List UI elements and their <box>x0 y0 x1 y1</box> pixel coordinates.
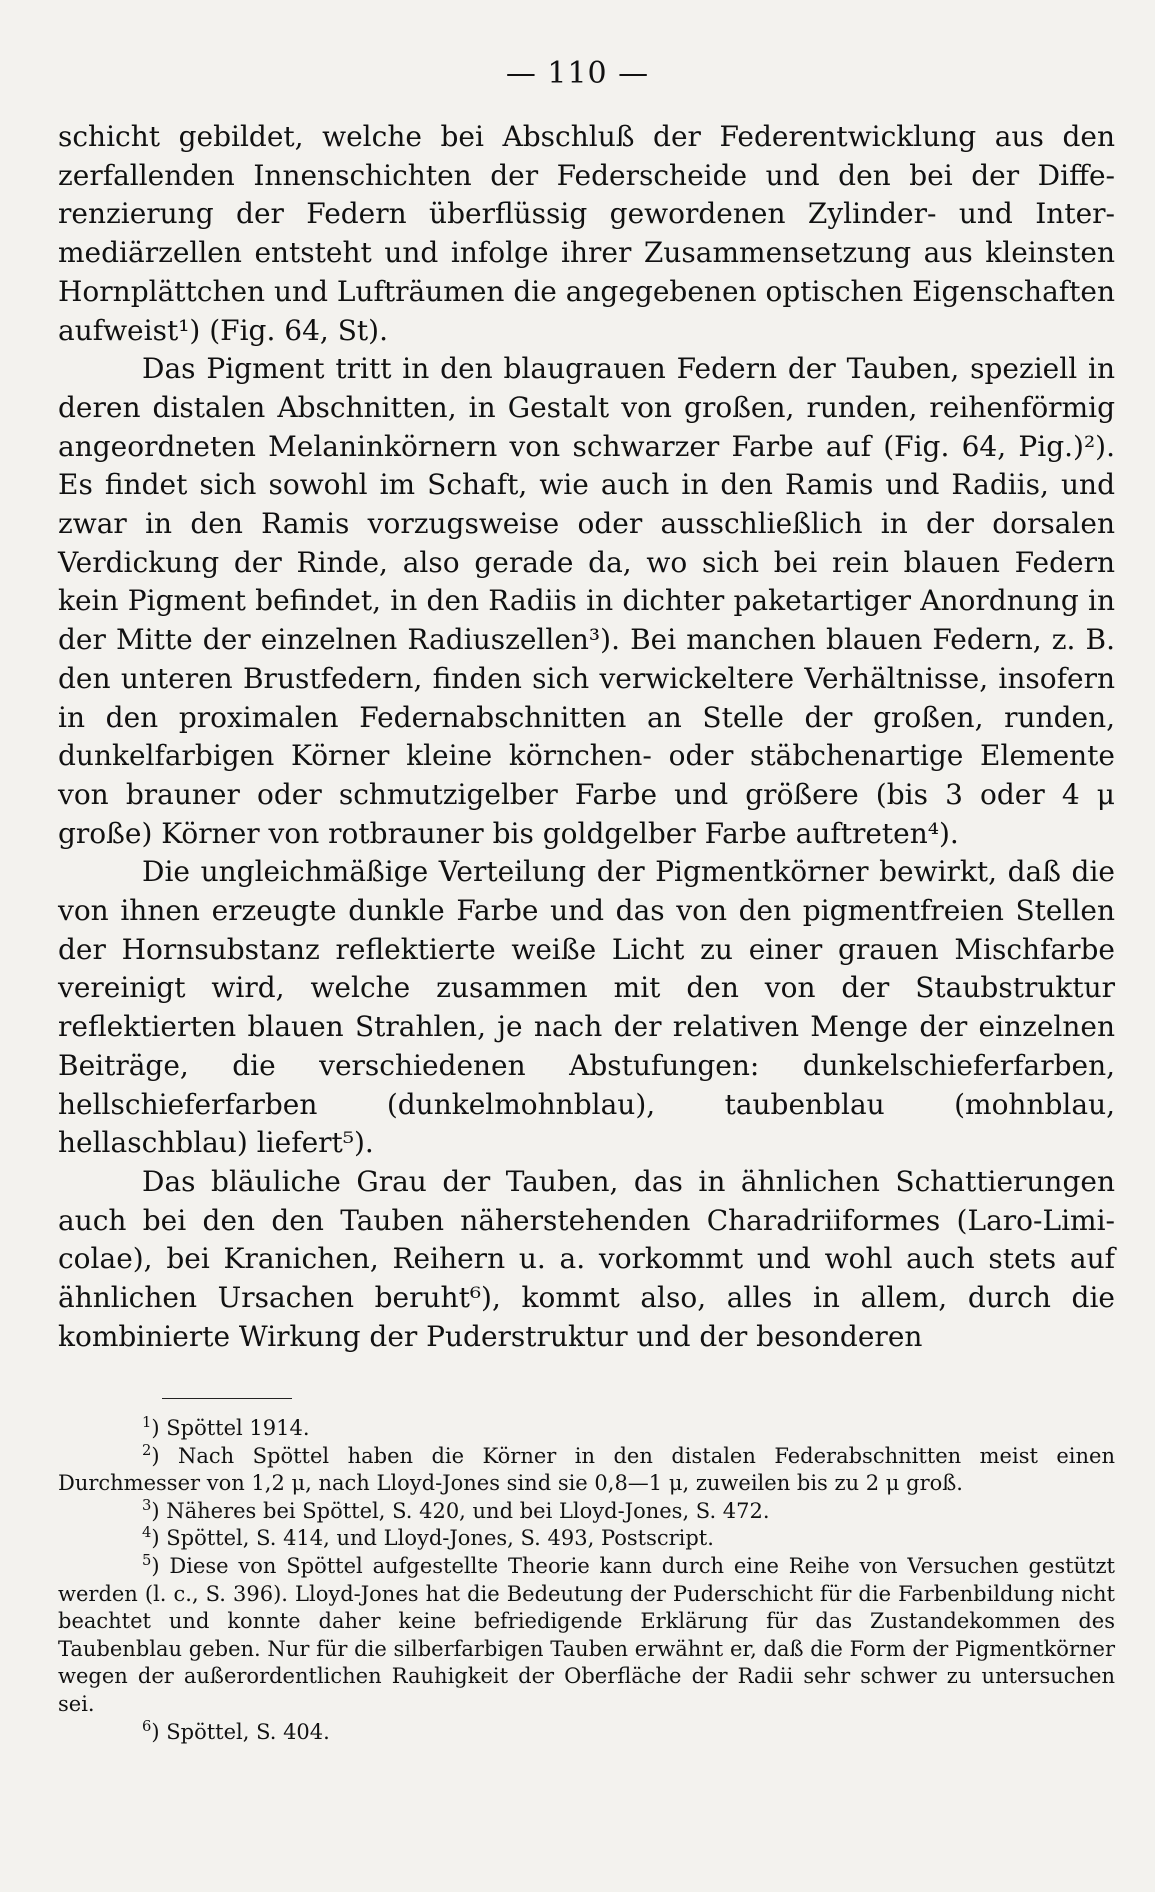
page-number: — 110 — <box>505 56 650 91</box>
paragraph: Die ungleichmäßige Verteilung der Pigmentkörner bewirkt, daß die von ihnen erzeugte dunkle Farbe und das von den pigmentfreien Stellen der Hornsubstanz reflektierte weiße Licht zu einer grauen Mischfarbe vereinigt wird, welche zusammen mit den von der Staubstruktur reflektierten blauen Strahlen, je nach der relativen Menge der einzelnen Beiträge, die verschiedenen Abstufungen: dunkelschieferfarben, hellschieferfarben (dunkelmohnblau), taubenblau (mohnblau, hellaschblau) liefert⁵). <box>58 855 1115 1160</box>
footnote-text: Spöttel 1914. <box>166 1416 310 1440</box>
footnote: $^6$) Spöttel, S. 404. <box>142 1717 330 1744</box>
paragraph: Das bläuliche Grau der Tauben, das in ähnlichen Schattierungen auch bei den den Tauben näherstehenden Charadriiformes (Laro-Limicolae), bei Kranichen, Reihern u. a. vorkommt und wohl auch stets auf ähnlichen Ursachen beruht⁶), kommt also, alles in allem, durch die kombinierte Wirkung der Puderstruktur und der besonderen <box>58 1164 1115 1353</box>
footnote: $^5$) Diese von Spöttel aufgestellte Theorie kann durch eine Reihe von Versuchen gestützt werden (l. c., S. 396). Lloyd-Jones hat die Bedeutung der Puderschicht für die Farbenbildung nicht beachtet und konnte daher keine befriedigende Erklärung für das Zustandekommen des Taubenblau geben. Nur für die silberfarbigen Tauben erwähnt er, daß die Form der Pigmentkörner wegen der außerordentlichen Rauhigkeit der Oberfläche der Radii sehr schwer zu untersuchen sei. <box>58 1551 1116 1716</box>
footnote-mark: 6 <box>142 1717 152 1735</box>
paragraph: schicht gebildet, welche bei Abschluß der Federentwicklung aus den zerfallenden Innenschichten der Federscheide und den bei der Differenzierung der Federn überflüssig gewordenen Zylinder- und Intermediärzellen entsteht und infolge ihrer Zusammensetzung aus kleinsten Hornplättchen und Lufträumen die angegebenen optischen Eigenschaften aufweist¹) (Fig. 64, St). <box>58 120 1115 347</box>
footnote-mark: 4 <box>142 1524 152 1542</box>
footnote-mark: 5 <box>142 1551 152 1569</box>
footnote-mark: 1 <box>142 1414 152 1431</box>
footnote-mark: 3 <box>142 1496 152 1514</box>
body-text <box>58 118 1115 1357</box>
footnote-mark: 2 <box>142 1441 152 1459</box>
footnote-text: Diese von Spöttel aufgestellte Theorie kann durch eine Reihe von Versuchen gestützt werden (l. c., S. 396). Lloyd-Jones hat die Bedeutung der Puderschicht für die Farbenbildung nicht beachtet und konnte daher keine befriedigende Erklärung für das Zustandekommen des Taubenblau geben. Nur für die silberfarbigen Tauben erwähnt er, daß die Form der Pigmentkörner wegen der außerordentlichen Rauhigkeit der Oberfläche der Radii sehr schwer zu untersuchen sei. <box>58 1553 1116 1716</box>
footnote: $^3$) Näheres bei Spöttel, S. 420, und bei Lloyd-Jones, S. 472. <box>142 1496 770 1523</box>
paragraph: Das Pigment tritt in den blaugrauen Federn der Tauben, speziell in deren distalen Abschnitten, in Gestalt von großen, runden, reihenförmig angeordneten Melaninkörnern von schwarzer Farbe auf (Fig. 64, Pig.)²). Es findet sich sowohl im Schaft, wie auch in den Ramis und Radiis, und zwar in den Ramis vorzugsweise oder ausschließlich in der dorsalen Verdickung der Rinde, also gerade da, wo sich bei rein blauen Federn kein Pigment befindet, in den Radiis in dichter paketartiger Anordnung in der Mitte der einzelnen Radiuszellen³). Bei manchen blauen Federn, z. B. den unteren Brustfedern, finden sich verwickeltere Verhältnisse, insofern in den proximalen Federnabschnitten an Stelle der großen, runden, dunkelfarbigen Körner kleine körnchen- oder stäbchenartige Elemente von brauner oder schmutzigelber Farbe und größere (bis 3 oder 4 μ große) Körner von rotbrauner bis goldgelber Farbe auftreten⁴). <box>58 352 1115 850</box>
footnote-text: Spöttel, S. 414, und Lloyd-Jones, S. 493, Postscript. <box>166 1526 714 1551</box>
footnotes <box>58 1415 1115 1746</box>
footnote: $^2$) Nach Spöttel haben die Körner in den distalen Federabschnitten meist einen Durchmesser von 1,2 μ, nach Lloyd-Jones sind sie 0,8—1 μ, zuweilen bis zu 2 μ groß. <box>58 1441 1115 1496</box>
footnote: $^4$) Spöttel, S. 414, und Lloyd-Jones, S. 493, Postscript. <box>142 1524 714 1551</box>
footnote-text: Näheres bei Spöttel, S. 420, und bei Lloyd-Jones, S. 472. <box>166 1498 770 1523</box>
footnote: $^1$) Spöttel 1914. <box>142 1414 310 1440</box>
footnote-divider <box>162 1398 292 1399</box>
footnote-text: Nach Spöttel haben die Körner in den distalen Federabschnitten meist einen Durchmesser von 1,2 μ, nach Lloyd-Jones sind sie 0,8—1 μ, zuweilen bis zu 2 μ groß. <box>58 1443 1115 1496</box>
footnote-text: Spöttel, S. 404. <box>166 1719 330 1744</box>
